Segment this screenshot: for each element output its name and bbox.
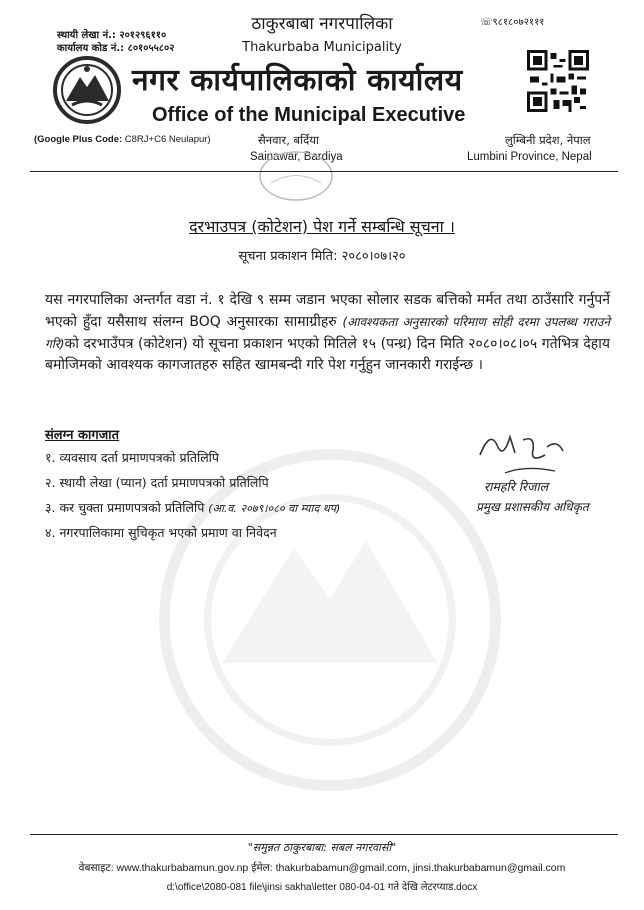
plus-code bbox=[34, 134, 211, 145]
enclosure-text: २. स्थायी लेखा (प्यान) दर्ता प्रमाणपत्रको प्रतिलिपि bbox=[45, 475, 269, 490]
footer-contact: वेबसाइट: www.thakurbabamun.gov.np ईमेल: thakurbabamun@gmail.com, jinsi.thakurbabamun@gmail.com bbox=[78, 862, 566, 874]
office-title-en: Office of the Municipal Executive bbox=[152, 104, 466, 126]
publication-date: सूचना प्रकाशन मिति: २०८०।०७।२० bbox=[238, 249, 406, 264]
enclosure-text: ३. कर चुक्ता प्रमाणपत्रको प्रतिलिपि bbox=[45, 500, 209, 515]
footer-slogan: "समुन्नत ठाकुरबाबा: सबल नगरवासी" bbox=[247, 841, 397, 854]
province-en: Lumbini Province, Nepal bbox=[467, 151, 592, 163]
footer-divider bbox=[30, 834, 618, 835]
signature-scribble bbox=[475, 425, 570, 485]
watermark-emblem bbox=[150, 440, 510, 800]
municipality-name-en: Thakurbaba Municipality bbox=[242, 40, 402, 55]
address-en: Sainawar, Bardiya bbox=[250, 151, 343, 163]
pan-number: स्थायी लेखा नं.: २०१२९६११० bbox=[57, 30, 167, 41]
address-np: सैनवार, बर्दिया bbox=[258, 133, 319, 147]
notice-body-part1: यस नगरपालिका अन्तर्गत वडा नं. १ देखि ९ सम्म जडान भएका सोलार सडक बत्तिको मर्मत तथा ठाउँसारि गर्नुपर्ने भएको हुँदा यसैसाथ संलग्न BOQ अनुसारका सामाग्रीहरु bbox=[45, 292, 610, 330]
signatory-title: प्रमुख प्रशासकीय अधिकृत bbox=[476, 500, 589, 514]
notice-body bbox=[45, 290, 610, 377]
enclosure-text: ४. नगरपालिकामा सुचिकृत भएको प्रमाण वा निवेदन bbox=[45, 525, 277, 540]
enclosure-item bbox=[45, 499, 340, 516]
qr-code bbox=[527, 50, 589, 112]
footer-file-path: d:\office\2080-081 file\jinsi sakha\letter 080-04-01 गते देखि लेटरप्याड.docx bbox=[166, 882, 478, 893]
nepal-emblem-logo bbox=[52, 55, 122, 125]
municipality-name-np: ठाकुरबाबा नगरपालिका bbox=[251, 14, 393, 34]
enclosure-text: १. व्यवसाय दर्ता प्रमाणपत्रको प्रतिलिपि bbox=[45, 450, 220, 465]
office-stamp bbox=[256, 148, 336, 203]
enclosure-item bbox=[45, 474, 269, 491]
signatory-name: रामहरि रिजाल bbox=[484, 479, 549, 494]
enclosures-title: संलग्न कागजात bbox=[45, 428, 120, 443]
enclosure-item bbox=[45, 524, 277, 541]
plus-code-value: C8RJ+C6 Neulapur) bbox=[124, 134, 211, 145]
notice-body-part2: को दरभाउँपत्र (कोटेशन) यो सूचना प्रकाशन भएको मितिले १५ (पन्ध्र) दिन मिति २०८०।०८।०५ गतेभित्र देहाय बमोजिमको आवश्यक कागजातहरु सहित खामबन्दी गरि पेश गर्नुहुन जानकारी गराईन्छ । bbox=[45, 335, 610, 374]
enclosure-item bbox=[45, 449, 219, 466]
office-code: कार्यालय कोड नं.: ८०१०५५८०२ bbox=[57, 43, 175, 54]
notice-body-italic: (आवश्यकता अनुसारको परिमाण सोही दरमा उपलब्ध गराउने गरि) bbox=[45, 314, 610, 351]
plus-code-label: (Google Plus Code: bbox=[34, 134, 123, 145]
notice-subject: दरभाउपत्र (कोटेशन) पेश गर्ने सम्बन्धि सूचना । bbox=[189, 217, 455, 236]
province-np: लुम्बिनी प्रदेश, नेपाल bbox=[505, 133, 591, 147]
office-title-np: नगर कार्यपालिकाको कार्यालय bbox=[132, 63, 463, 98]
header-divider bbox=[30, 171, 618, 172]
phone-number: ☏९८१८०७२१११ bbox=[480, 17, 545, 28]
enclosure-handwritten-note: (आ.व. २०७९।०८० वा म्याद थप) bbox=[208, 502, 341, 515]
